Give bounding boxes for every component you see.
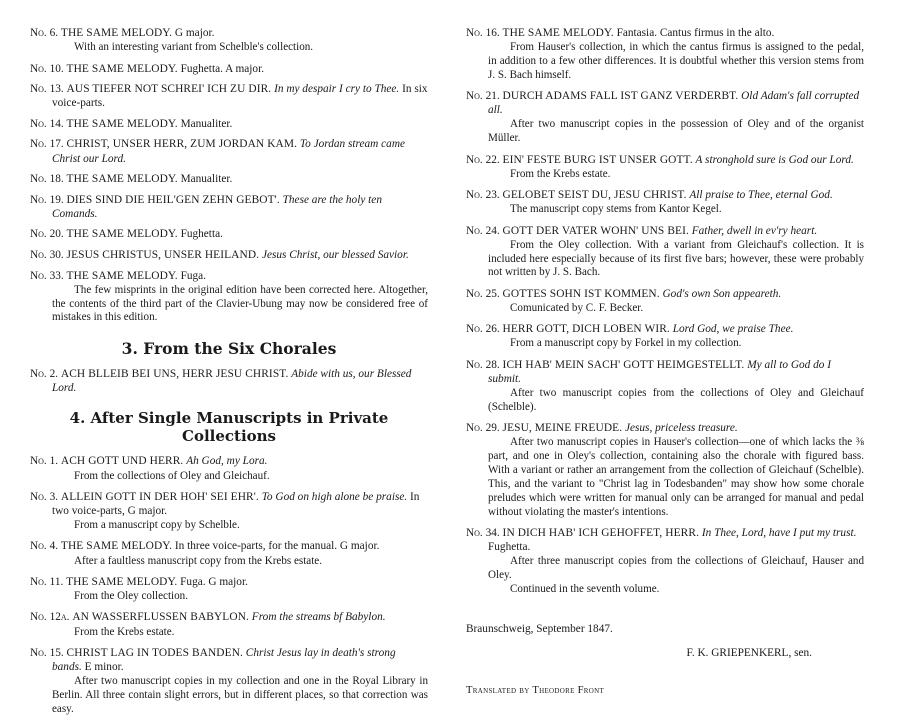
entry-title: THE SAME MELODY. — [66, 575, 178, 588]
entry-title: THE SAME MELODY. — [60, 27, 173, 39]
entry-number: No. 23. — [466, 189, 500, 202]
entry-number: No. 26. — [466, 323, 500, 336]
editor-signature: F. K. GRIEPENKERL, sen. — [686, 646, 812, 659]
entry-title-rest: Fughetta. A major. — [180, 62, 265, 75]
catalog-entry — [30, 117, 428, 131]
entry-title-rest: Fuga. — [180, 269, 206, 282]
entry-title: GOTTES SOHN IST KOMMEN. — [502, 287, 660, 300]
colophon-place-date: Braunschweig, September 1847. — [466, 622, 613, 635]
entry-number: No. 30. — [30, 248, 64, 261]
entry-number: No. 12a. — [30, 611, 70, 624]
entry-translation: Jesus Christ, our blessed Savior. — [261, 248, 409, 261]
right-column — [466, 26, 864, 696]
entry-translation: Ah God, my Lora. — [186, 455, 268, 468]
catalog-entry — [30, 137, 428, 165]
entry-note: The manuscript copy stems from Kantor Kegel. — [510, 203, 722, 216]
entry-title: ACH GOTT UND HERR. — [60, 455, 184, 468]
catalog-entry — [30, 539, 428, 568]
entry-title-rest: Fantasia. Cantus firmus in the alto. — [616, 27, 775, 39]
catalog-entry — [466, 153, 864, 182]
entry-note: From a manuscript copy by Forkel in my collection. — [510, 337, 742, 350]
entry-title-rest: Fuga. G major. — [180, 575, 248, 588]
entry-translation: From the streams bf Babylon. — [251, 611, 386, 624]
entry-title: THE SAME MELODY. — [66, 117, 178, 130]
catalog-entry — [466, 26, 864, 83]
entry-number: No. 24. — [466, 224, 500, 237]
entry-title: GELOBET SEIST DU, JESU CHRIST. — [502, 189, 687, 202]
entry-note: After two manuscript copies from the collections of Oley and Gleichauf (Schelble). — [488, 386, 864, 413]
entry-number: No. 10. — [30, 62, 64, 75]
entry-note: After two manuscript copies in my collection and one in the Royal Library in Berlin. All three contain slight errors, but in different places, so that correction was easy. — [52, 675, 428, 715]
catalog-entry — [30, 490, 428, 533]
entry-note: After a faultless manuscript copy from the Krebs estate. — [74, 554, 322, 567]
entry-title: THE SAME MELODY. — [66, 62, 178, 75]
catalog-entry — [30, 227, 428, 241]
entry-note: From the Krebs estate. — [74, 625, 175, 638]
entry-number: No. 19. — [30, 193, 64, 206]
catalog-entry — [466, 188, 864, 217]
entry-translation: In my despair I cry to Thee. — [274, 83, 400, 96]
catalog-entry — [466, 526, 864, 597]
entry-translation: Old Adam's fall corrupted all. — [488, 90, 860, 117]
two-column-layout — [30, 26, 870, 715]
entry-translation: Abide with us, our Blessed Lord. — [52, 368, 412, 395]
entry-title: DURCH ADAMS FALL IST GANZ VERDERBT. — [502, 90, 739, 103]
entry-translation: Lord God, we praise Thee. — [672, 323, 794, 336]
left-column — [30, 26, 428, 715]
entry-title: THE SAME MELODY. — [66, 269, 178, 282]
catalog-entry — [466, 224, 864, 281]
catalog-entry — [30, 172, 428, 186]
entry-note: After two manuscript copies in Hauser's collection—one of which lacks the ⅜ part, and one in Oley's collection, containing also the chorale with figured bass. With a variant or rather an arrangement from the collection of Gleichauf (Schelble). This, and the variant to "Christ lag in Todesbanden" may show how some chorale preludes which were written for manual only can be arranged for manual and pedal without violating the master's intentions. — [488, 436, 864, 518]
catalog-entry — [466, 322, 864, 351]
entry-title: ACH BLLEIB BEI UNS, HERR JESU CHRIST. — [60, 368, 289, 381]
entry-title: THE SAME MELODY. — [66, 173, 178, 186]
entry-title: DIES SIND DIE HEIL'GEN ZEHN GEBOT'. — [66, 193, 280, 206]
catalog-entry — [30, 367, 428, 395]
entry-number: No. 14. — [30, 117, 64, 130]
entry-translation: These are the holy ten Comands. — [52, 193, 382, 220]
entry-title: GOTT DER VATER WOHN' UNS BEI. — [502, 224, 689, 237]
entry-note: Comunicated by C. F. Becker. — [510, 301, 644, 314]
entry-number: No. 21. — [466, 90, 500, 103]
entry-number: No. 18. — [30, 173, 64, 186]
catalog-entry — [466, 358, 864, 415]
entry-number: No. 1. — [30, 455, 59, 468]
entry-title-rest: Manualiter. — [180, 173, 233, 186]
catalog-entry — [30, 248, 428, 262]
entry-title: CHRIST, UNSER HERR, ZUM JORDAN KAM. — [66, 138, 298, 151]
entry-title: AUS TIEFER NOT SCHREI' ICH ZU DIR. — [66, 83, 272, 96]
entry-number: No. 25. — [466, 287, 500, 300]
entry-translation: To God on high alone be praise. — [261, 490, 408, 503]
entry-title: JESU, MEINE FREUDE. — [502, 422, 623, 435]
entry-title: THE SAME MELODY. — [502, 27, 614, 39]
entry-title: CHRIST LAG IN TODES BANDEN. — [66, 646, 243, 659]
catalog-entry — [30, 193, 428, 221]
entry-note: With an interesting variant from Schelble's collection. — [74, 41, 314, 54]
entry-note: From a manuscript copy by Schelble. — [74, 519, 240, 532]
entry-number: No. 11. — [30, 575, 64, 588]
entry-translation: All praise to Thee, eternal God. — [689, 189, 833, 202]
entry-number: No. 20. — [30, 228, 64, 241]
catalog-entry — [30, 610, 428, 639]
entry-translation: God's own Son appeareth. — [662, 287, 782, 300]
entry-number: No. 34. — [466, 526, 500, 539]
entry-title-rest: In two voice-parts, G major. — [52, 490, 420, 518]
entry-number: No. 4. — [30, 540, 59, 553]
catalog-entry — [30, 646, 428, 717]
entry-note: The few misprints in the original edition have been corrected here. Altogether, the contents of the third part of the Clavier-Ubung may now be considered free of mistakes in this edition. — [52, 283, 428, 324]
entry-title: THE SAME MELODY. — [66, 228, 178, 241]
entry-translation: Jesus, priceless treasure. — [624, 422, 738, 435]
entry-note: After two manuscript copies in the possession of Oley and of the organist Müller. — [488, 118, 864, 145]
entry-number: No. 33. — [30, 269, 64, 282]
entry-number: No. 16. — [466, 27, 500, 39]
entry-number: No. 2. — [30, 368, 59, 381]
entry-title-rest: Manualiter. — [180, 117, 233, 130]
entry-title: IN DICH HAB' ICH GEHOFFET, HERR. — [502, 526, 700, 539]
entry-number: No. 28. — [466, 358, 500, 371]
entry-translation: To Jordan stream came Christ our Lord. — [52, 138, 405, 165]
entry-number: No. 3. — [30, 490, 59, 503]
catalog-entry — [30, 26, 428, 55]
entry-number: No. 15. — [30, 646, 64, 659]
entry-translation: Father, dwell in ev'ry heart. — [691, 224, 818, 237]
entry-continuation-note: Continued in the seventh volume. — [510, 582, 660, 595]
entry-note: After three manuscript copies from the collections of Gleichauf, Hauser and Oley. — [488, 555, 864, 581]
section-heading-4: 4. After Single Manuscripts in Private Collections — [69, 409, 389, 446]
entry-note: From Hauser's collection, in which the cantus firmus is assigned to the pedal, in addition to a few other differences. It is doubtful whether this version stems from J. S. Bach himself. — [488, 41, 864, 81]
entry-title: THE SAME MELODY. — [60, 540, 173, 553]
entry-note: From the collections of Oley and Gleichauf. — [74, 469, 270, 482]
catalog-entry — [466, 287, 864, 316]
entry-title-rest: Fughetta. — [488, 541, 531, 554]
entry-title: HERR GOTT, DICH LOBEN WIR. — [502, 323, 670, 336]
entry-note: From the Oley collection. — [74, 590, 188, 603]
entry-title: ALLEIN GOTT IN DER HOH' SEI EHR'. — [60, 490, 259, 503]
entry-title-rest: E minor. — [84, 661, 124, 674]
catalog-entry — [30, 82, 428, 110]
entry-translation: My all to God do I submit. — [488, 358, 831, 385]
catalog-entry — [30, 62, 428, 76]
entry-translation: In Thee, Lord, have I put my trust. — [701, 526, 857, 539]
entry-note: From the Oley collection. With a variant from Gleichauf's collection. It is included here especially because of its first five bars; however, these were probably not written by J. S. Bach. — [488, 238, 864, 279]
section-heading-3: 3. From the Six Chorales — [121, 339, 337, 359]
catalog-entry — [466, 89, 864, 146]
entry-number: No. 6. — [30, 27, 59, 39]
entry-number: No. 17. — [30, 138, 64, 151]
entry-title: ICH HAB' MEIN SACH' GOTT HEIMGESTELLT. — [502, 358, 745, 371]
catalog-entry — [30, 575, 428, 604]
entry-title-rest: In three voice-parts, for the manual. G major. — [174, 540, 380, 553]
catalog-entry — [30, 454, 428, 483]
entry-title-rest: In six voice-parts. — [52, 83, 428, 110]
translator-credit: Translated by Theodore Front — [466, 684, 605, 696]
catalog-entry — [466, 421, 864, 519]
entry-title: JESUS CHRISTUS, UNSER HEILAND. — [66, 248, 260, 261]
entry-title: EIN' FESTE BURG IST UNSER GOTT. — [502, 153, 693, 166]
entry-title-rest: G major. — [174, 27, 215, 39]
entry-translation: A stronghold sure is God our Lord. — [695, 153, 854, 166]
entry-number: No. 13. — [30, 83, 64, 96]
entry-number: No. 22. — [466, 153, 500, 166]
entry-number: No. 29. — [466, 422, 500, 435]
catalog-entry — [30, 269, 428, 326]
entry-title: AN WASSERFLUSSEN BABYLON. — [72, 611, 249, 624]
entry-note: From the Krebs estate. — [510, 167, 611, 180]
entry-title-rest: Fughetta. — [180, 228, 223, 241]
entry-translation: Christ Jesus lay in death's strong bands. — [52, 646, 396, 674]
